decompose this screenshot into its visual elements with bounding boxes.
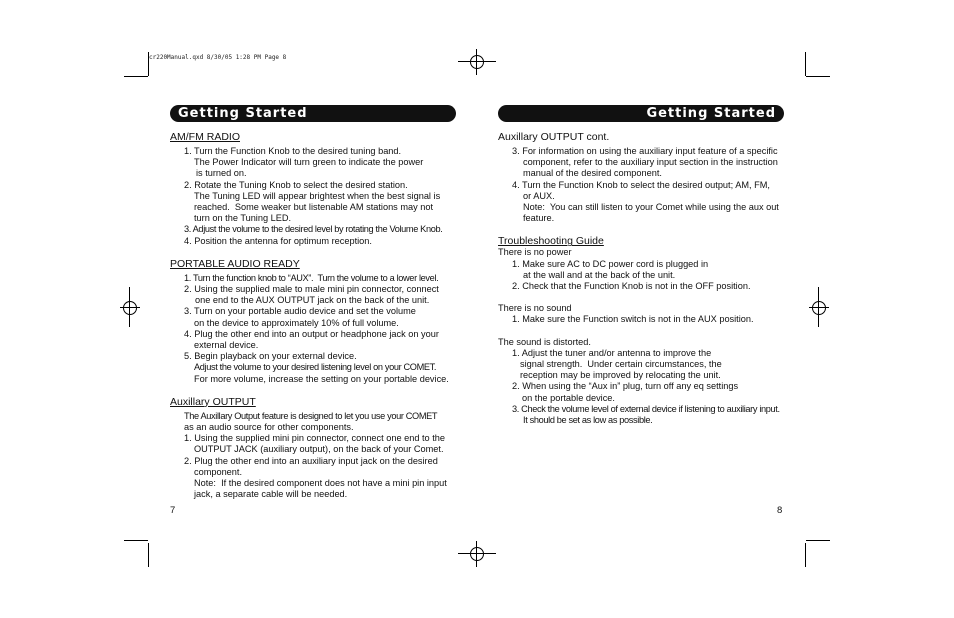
am-fm-step: 4. Position the antenna for optimum reception. [184,235,372,246]
issue-distorted: The sound is distorted. [498,336,591,347]
am-fm-step-text: The Power Indicator will turn green to indicate the power [194,157,424,168]
left-page-header: Getting Started [170,105,456,122]
portable-step-text: one end to the AUX OUTPUT jack on the back of the unit. [195,295,430,306]
right-page-content [498,131,788,426]
issue-no-sound: There is no sound [498,303,572,314]
no-sound-step: 1. Make sure the Function switch is not in the AUX position. [512,314,754,325]
aux-output-intro: The Auxillary Output feature is designed to let you use your COMET [184,410,438,421]
aux-cont-note: feature. [523,213,555,224]
troubleshooting-title: Troubleshooting Guide [498,235,604,248]
portable-step-text: Adjust the volume to your desired listening level on your COMET. [194,362,437,373]
right-page-number: 8 [777,505,783,516]
portable-step: 3. Turn on your portable audio device and set the volume [184,306,416,317]
am-fm-step: 1. Turn the Function Knob to the desired tuning band. [184,146,402,156]
no-power-step: 1. Make sure AC to DC power cord is plugged in [512,258,709,269]
aux-cont-step-text: or AUX. [523,190,555,201]
aux-cont-step-text: component, refer to the auxiliary input section in the instruction [523,157,778,168]
distorted-step: 3. Check the volume level of external device if listening to auxiliary input. [512,403,780,414]
am-fm-step-text: turn on the Tuning LED. [194,213,292,224]
aux-cont-step-text: manual of the desired component. [523,168,662,179]
distorted-step-text: reception may be improved by relocating the unit. [520,370,721,381]
portable-step: 5. Begin playback on your external device. [184,351,357,362]
portable-step: 4. Plug the other end into an output or headphone jack on your [184,328,439,339]
distorted-step-text: on the portable device. [522,392,615,403]
no-power-step-text: at the wall and at the back of the unit. [523,269,676,280]
portable-step: 2. Using the supplied male to male mini pin connector, connect [184,284,439,295]
aux-output-title: Auxillary OUTPUT [170,395,256,408]
portable-step-text: on the device to approximately 10% of full volume. [194,317,399,328]
print-slug: cr220Manual.qxd 8/30/05 1:28 PM Page 8 [149,54,287,61]
aux-output-step-text: OUTPUT JACK (auxiliary output), on the back of your Comet. [194,444,444,455]
distorted-step-text: It should be set as low as possible. [523,415,653,426]
aux-output-note: jack, a separate cable will be needed. [194,489,348,500]
am-fm-radio-title: AM/FM RADIO [170,131,240,143]
am-fm-step: 3. Adjust the volume to the desired level by rotating the Volume Knob. [184,224,443,235]
am-fm-step-text: The Tuning LED will appear brightest when the best signal is [194,190,441,201]
aux-cont-step: 4. Turn the Function Knob to select the desired output; AM, FM, [512,179,770,190]
left-page-number: 7 [170,505,176,516]
aux-output-step: 1. Using the supplied mini pin connector, connect one end to the [184,433,445,444]
portable-audio-title: PORTABLE AUDIO READY [170,257,300,270]
portable-step-text: external device. [194,340,259,351]
aux-cont-step: 3. For information on using the auxiliary input feature of a specific [512,146,778,156]
aux-output-step: 2. Plug the other end into an auxiliary input jack on the desired [184,455,438,466]
aux-output-cont-title: Auxillary OUTPUT cont. [498,131,610,143]
am-fm-step-text: reached. Some weaker but listenable AM stations may not [194,202,433,213]
aux-output-note: Note: If the desired component does not have a mini pin input [194,478,447,489]
issue-no-power: There is no power [498,247,572,258]
right-page-header: Getting Started [498,105,784,122]
aux-output-intro: as an audio source for other components. [184,422,354,433]
distorted-step-text: signal strength. Under certain circumstances, the [520,359,722,370]
aux-cont-note: Note: You can still listen to your Comet while using the aux out [523,202,779,213]
portable-step: 1. Turn the function knob to “AUX”. Turn the volume to a lower level. [184,272,439,283]
am-fm-step: 2. Rotate the Tuning Knob to select the desired station. [184,179,408,190]
am-fm-step-text: is turned on. [196,168,247,179]
distorted-step: 2. When using the “Aux in” plug, turn off any eq settings [512,381,739,392]
no-power-step: 2. Check that the Function Knob is not in the OFF position. [512,281,751,292]
aux-output-step-text: component. [194,466,243,477]
distorted-step: 1. Adjust the tuner and/or antenna to improve the [512,347,712,358]
portable-step-text: For more volume, increase the setting on your portable device. [194,373,449,384]
left-page-content [170,131,460,500]
